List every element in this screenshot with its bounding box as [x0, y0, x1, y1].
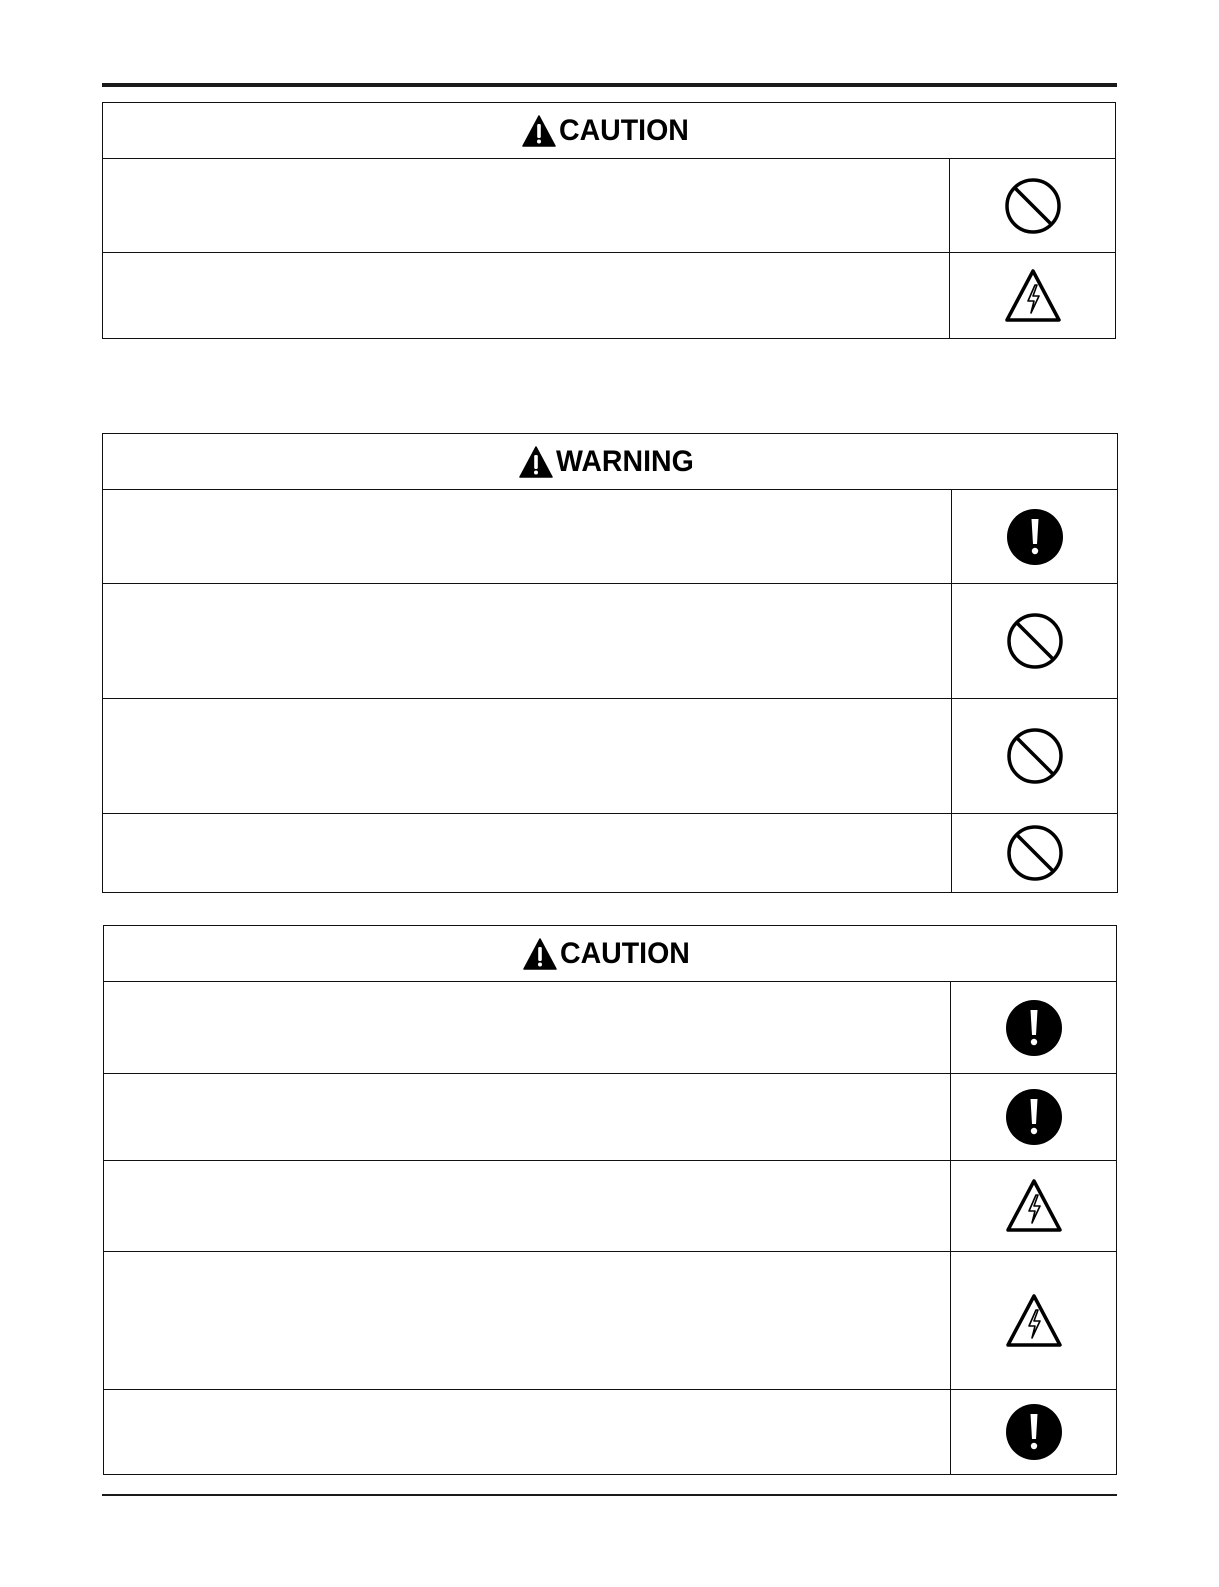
caution-box-1 [102, 102, 1116, 339]
row-text [103, 699, 952, 813]
row-icon-cell [951, 1074, 1116, 1160]
row-text [103, 814, 952, 892]
warning-triangle-icon [523, 938, 557, 970]
caution-header [103, 103, 1115, 159]
row-text [103, 584, 952, 698]
warning-triangle-icon [519, 446, 553, 478]
row-text [104, 1074, 951, 1160]
mandatory-action-icon [1005, 999, 1063, 1057]
row-icon-cell [950, 159, 1115, 252]
warning-row [103, 814, 1117, 892]
prohibition-icon [1004, 177, 1062, 235]
section-heading: WARNING [556, 444, 694, 478]
mandatory-action-icon [1006, 508, 1064, 566]
row-icon-cell [951, 1390, 1116, 1474]
warning-row [103, 584, 1117, 699]
row-text [103, 490, 952, 583]
section-heading: CAUTION [560, 936, 690, 970]
section-heading: CAUTION [559, 113, 689, 147]
caution-box-2 [103, 925, 1117, 1475]
caution-row [103, 159, 1115, 253]
bottom-rule [102, 1494, 1117, 1496]
electric-shock-warning-icon [1005, 1178, 1063, 1234]
row-icon-cell [952, 699, 1117, 813]
caution-row [104, 1390, 1116, 1474]
caution-row [104, 982, 1116, 1074]
top-rule [102, 83, 1117, 87]
mandatory-action-icon [1005, 1403, 1063, 1461]
mandatory-action-icon [1005, 1088, 1063, 1146]
row-text [103, 253, 950, 338]
row-text [104, 1252, 951, 1389]
row-icon-cell [951, 1161, 1116, 1251]
caution-header [104, 926, 1116, 982]
warning-triangle-icon [522, 115, 556, 147]
row-icon-cell [952, 584, 1117, 698]
warning-header [103, 434, 1117, 490]
warning-row [103, 490, 1117, 584]
row-icon-cell [951, 982, 1116, 1073]
caution-row [104, 1161, 1116, 1252]
row-text [104, 1390, 951, 1474]
prohibition-icon [1006, 727, 1064, 785]
row-icon-cell [952, 490, 1117, 583]
row-icon-cell [952, 814, 1117, 892]
caution-row [103, 253, 1115, 338]
row-text [104, 1161, 951, 1251]
row-text [104, 982, 951, 1073]
electric-shock-warning-icon [1005, 1293, 1063, 1349]
warning-row [103, 699, 1117, 814]
row-icon-cell [951, 1252, 1116, 1389]
prohibition-icon [1006, 612, 1064, 670]
prohibition-icon [1006, 824, 1064, 882]
electric-shock-warning-icon [1004, 268, 1062, 324]
caution-row [104, 1074, 1116, 1161]
warning-box [102, 433, 1118, 893]
row-icon-cell [950, 253, 1115, 338]
row-text [103, 159, 950, 252]
caution-row [104, 1252, 1116, 1390]
